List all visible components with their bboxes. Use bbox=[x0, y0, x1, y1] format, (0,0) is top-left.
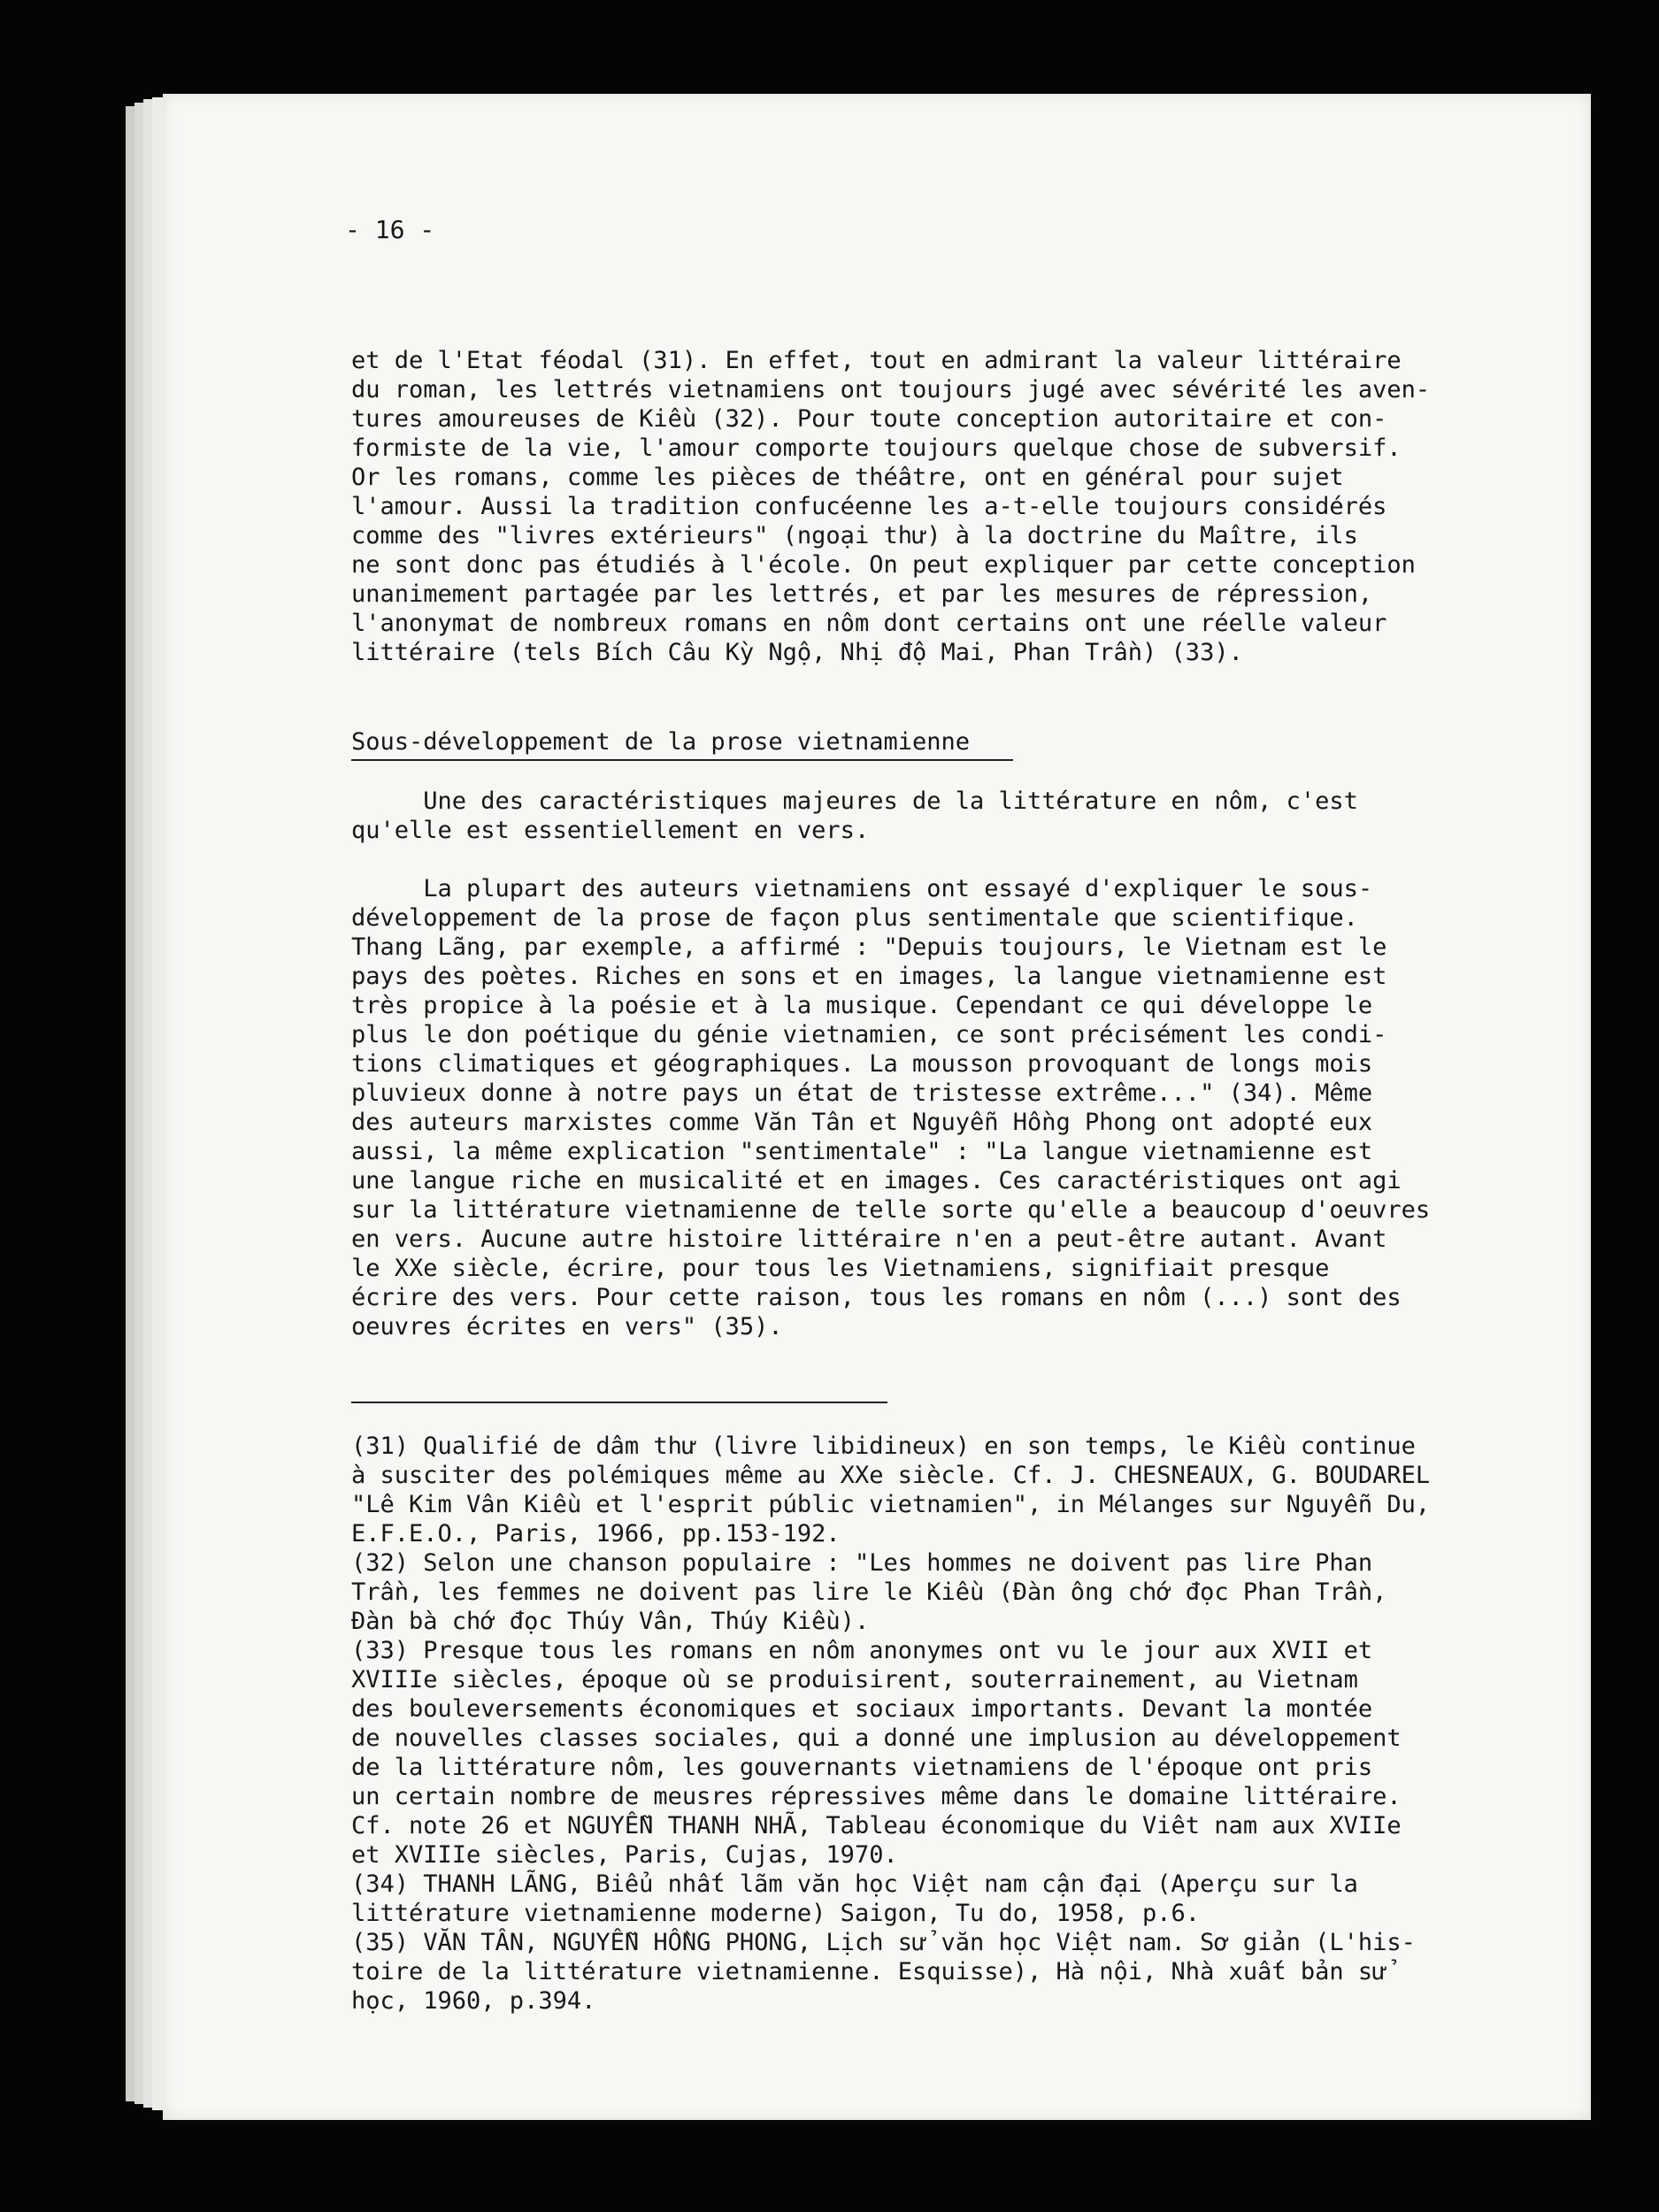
text-line: sur la littérature vietnamienne de telle sorte qu'elle a beaucoup d'oeuvres bbox=[351, 1196, 1431, 1224]
page-number: - 16 - bbox=[345, 215, 435, 244]
text-line: l'amour. Aussi la tradition confucéenne les a-t-elle toujours considérés bbox=[351, 493, 1387, 520]
footnote-line: XVIIIe siècles, époque où se produisirent, souterrainement, au Vietnam bbox=[351, 1666, 1358, 1694]
footnote-line: à susciter des polémiques même au XXe siècle. Cf. J. CHESNEAUX, G. BOUDAREL bbox=[351, 1462, 1431, 1489]
section-heading: Sous-développement de la prose vietnamienne bbox=[351, 728, 970, 756]
footnote-line: "Lê Kim Vân Kiều et l'esprit públic vietnamien", in Mélanges sur Nguyễn Du, bbox=[351, 1491, 1431, 1518]
text-line: tures amoureuses de Kiều (32). Pour toute conception autoritaire et con- bbox=[351, 405, 1387, 433]
footnote-line: toire de la littérature vietnamienne. Esquisse), Hà nội, Nhà xuất bản sử bbox=[351, 1958, 1387, 1985]
text-line: Or les romans, comme les pièces de théâtre, ont en général pour sujet bbox=[351, 464, 1344, 491]
footnote-line: (31) Qualifié de dâm thư (livre libidineux) en son temps, le Kiều continue bbox=[351, 1432, 1416, 1460]
footnote-line: de nouvelles classes sociales, qui a donné une implusion au développement bbox=[351, 1724, 1402, 1752]
footnote-line: de la littérature nôm, les gouvernants vietnamiens de l'époque ont pris bbox=[351, 1754, 1373, 1781]
footnote-line: et XVIIIe siècles, Paris, Cujas, 1970. bbox=[351, 1841, 898, 1869]
text-line: tions climatiques et géographiques. La mousson provoquant de longs mois bbox=[351, 1050, 1373, 1078]
text-line: en vers. Aucune autre histoire littéraire n'en a peut-être autant. Avant bbox=[351, 1225, 1387, 1253]
text-line: écrire des vers. Pour cette raison, tous les romans en nôm (...) sont des bbox=[351, 1284, 1402, 1311]
text-line: comme des "livres extérieurs" (ngoại thư) à la doctrine du Maître, ils bbox=[351, 522, 1358, 549]
section-heading-underline bbox=[351, 759, 1013, 761]
body-paragraph-3 bbox=[351, 874, 1484, 1341]
footnote-line: Trần, les femmes ne doivent pas lire le Kiều (Đàn ông chớ đọc Phan Trần, bbox=[351, 1578, 1387, 1606]
footnote-line: học, 1960, p.394. bbox=[351, 1987, 596, 2015]
text-line: littéraire (tels Bích Câu Kỳ Ngộ, Nhị độ Mai, Phan Trần) (33). bbox=[351, 639, 1243, 666]
text-line: développement de la prose de façon plus sentimentale que scientifique. bbox=[351, 904, 1358, 932]
text-line: aussi, la même explication "sentimentale" : "La langue vietnamienne est bbox=[351, 1138, 1373, 1165]
footnote-line: un certain nombre de meusres répressives même dans le domaine littéraire. bbox=[351, 1783, 1402, 1810]
footnote-line: Cf. note 26 et NGUYỄN THANH NHÃ, Tableau économique du Viêt nam aux XVIIe bbox=[351, 1812, 1402, 1839]
text-line: Thang Lãng, par exemple, a affirmé : "Depuis toujours, le Vietnam est le bbox=[351, 933, 1387, 961]
text-line: unanimement partagée par les lettrés, et par les mesures de répression, bbox=[351, 580, 1373, 608]
text-line: ne sont donc pas étudiés à l'école. On peut expliquer par cette conception bbox=[351, 551, 1416, 579]
footnote-line: des bouleversements économiques et sociaux importants. Devant la montée bbox=[351, 1695, 1373, 1723]
text-line: très propice à la poésie et à la musique. Cependant ce qui développe le bbox=[351, 992, 1373, 1019]
text-line: pays des poètes. Riches en sons et en images, la langue vietnamienne est bbox=[351, 963, 1387, 990]
footnote-line: Đàn bà chớ đọc Thúy Vân, Thúy Kiều). bbox=[351, 1608, 870, 1635]
text-line: qu'elle est essentiellement en vers. bbox=[351, 817, 870, 844]
footnote-line: (32) Selon une chanson populaire : "Les hommes ne doivent pas lire Phan bbox=[351, 1549, 1373, 1577]
footnote-separator bbox=[351, 1402, 887, 1403]
footnote-line: littérature vietnamienne moderne) Saigon, Tu do, 1958, p.6. bbox=[351, 1900, 1201, 1927]
footnote-line: E.F.E.O., Paris, 1966, pp.153-192. bbox=[351, 1520, 841, 1548]
text-line: du roman, les lettrés vietnamiens ont toujours jugé avec sévérité les aven- bbox=[351, 376, 1431, 403]
text-line: pluvieux donne à notre pays un état de tristesse extrême..." (34). Même bbox=[351, 1079, 1373, 1107]
text-line: et de l'Etat féodal (31). En effet, tout en admirant la valeur littéraire bbox=[351, 347, 1402, 374]
text-line: La plupart des auteurs vietnamiens ont essayé d'expliquer le sous- bbox=[351, 875, 1373, 902]
body-paragraph-1 bbox=[351, 346, 1484, 667]
body-paragraph-2 bbox=[351, 787, 1484, 845]
text-line: Une des caractéristiques majeures de la littérature en nôm, c'est bbox=[351, 787, 1358, 815]
text-line: le XXe siècle, écrire, pour tous les Vietnamiens, signifiait presque bbox=[351, 1255, 1330, 1282]
text-line: plus le don poétique du génie vietnamien, ce sont précisément les condi- bbox=[351, 1021, 1387, 1048]
text-line: une langue riche en musicalité et en images. Ces caractéristiques ont agi bbox=[351, 1167, 1402, 1194]
text-line: des auteurs marxistes comme Văn Tân et Nguyễn Hồng Phong ont adopté eux bbox=[351, 1109, 1373, 1136]
text-line: formiste de la vie, l'amour comporte toujours quelque chose de subversif. bbox=[351, 434, 1402, 462]
footnote-line: (35) VĂN TÂN, NGUYỄN HỒNG PHONG, Lịch sử văn học Việt nam. Sơ giản (L'his- bbox=[351, 1929, 1416, 1956]
footnotes bbox=[351, 1432, 1484, 2016]
footnote-line: (33) Presque tous les romans en nôm anonymes ont vu le jour aux XVII et bbox=[351, 1637, 1373, 1664]
text-line: oeuvres écrites en vers" (35). bbox=[351, 1313, 783, 1340]
text-line: l'anonymat de nombreux romans en nôm dont certains ont une réelle valeur bbox=[351, 610, 1387, 637]
footnote-line: (34) THANH LÃNG, Biểu nhất lãm văn học Việt nam cận đại (Aperçu sur la bbox=[351, 1870, 1358, 1898]
